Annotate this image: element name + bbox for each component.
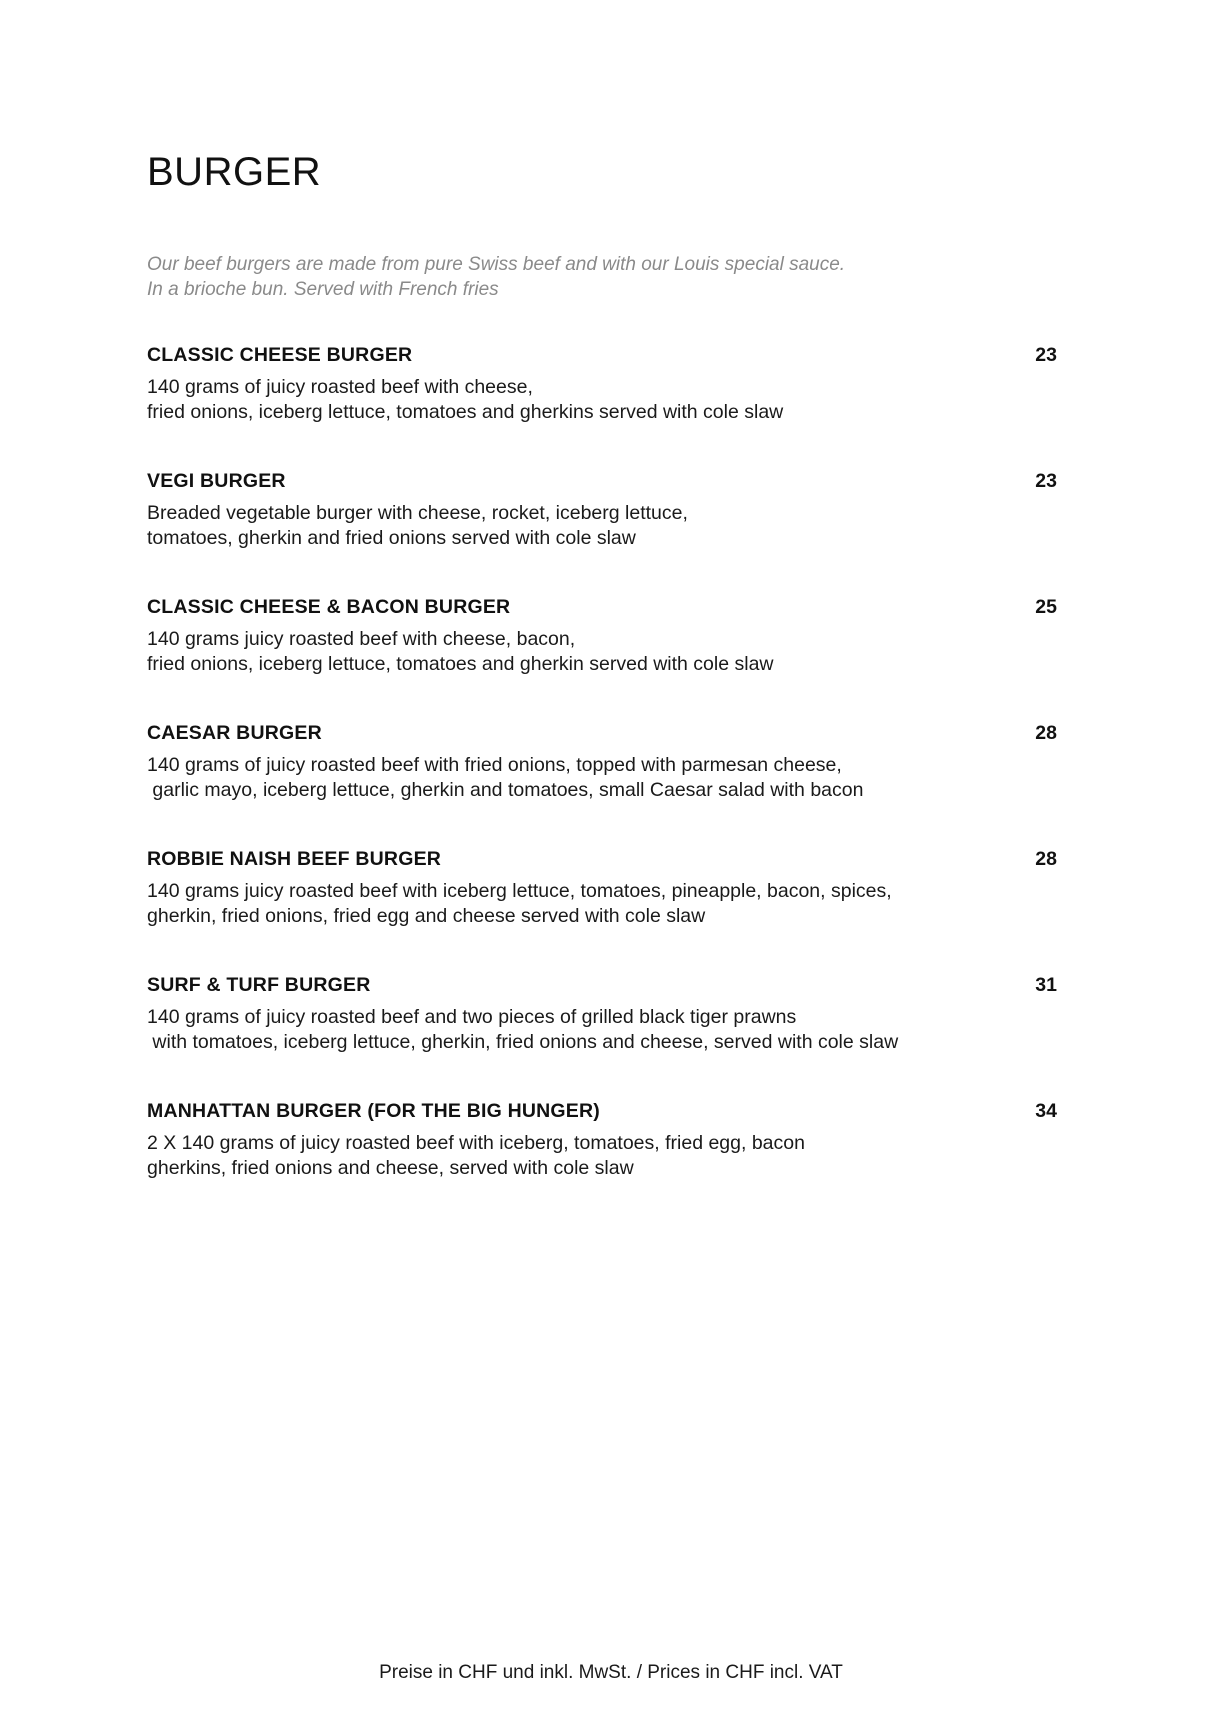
item-description-line: 140 grams juicy roasted beef with iceberg lettuce, tomatoes, pineapple, bacon, spices, (147, 880, 892, 902)
item-description-line: 140 grams of juicy roasted beef with cheese, (147, 376, 533, 398)
item-name: VEGI BURGER (147, 470, 286, 492)
price-footnote: Preise in CHF und inkl. MwSt. / Prices in CHF incl. VAT (379, 1662, 843, 1683)
item-name: CLASSIC CHEESE & BACON BURGER (147, 596, 511, 618)
menu-item (147, 344, 1057, 470)
intro-line: In a brioche bun. Served with French fries (147, 279, 499, 300)
item-description (147, 879, 1057, 929)
menu-list (147, 344, 1057, 1226)
item-description (147, 1005, 1057, 1055)
item-description-line: fried onions, iceberg lettuce, tomatoes and gherkins served with cole slaw (147, 401, 784, 423)
item-description-line: with tomatoes, iceberg lettuce, gherkin, fried onions and cheese, served with cole slaw (147, 1031, 899, 1053)
menu-item (147, 722, 1057, 848)
item-price: 28 (1035, 722, 1057, 744)
item-price: 28 (1035, 848, 1057, 870)
item-description (147, 627, 1057, 677)
intro-line: Our beef burgers are made from pure Swiss beef and with our Louis special sauce. (147, 254, 846, 275)
item-price: 25 (1035, 596, 1057, 618)
item-price: 31 (1035, 974, 1057, 996)
item-description-line: gherkin, fried onions, fried egg and cheese served with cole slaw (147, 905, 706, 927)
menu-item (147, 848, 1057, 974)
item-name: CLASSIC CHEESE BURGER (147, 344, 413, 366)
item-name: SURF & TURF BURGER (147, 974, 371, 996)
item-description (147, 1131, 1057, 1181)
menu-item (147, 470, 1057, 596)
item-name: ROBBIE NAISH BEEF BURGER (147, 848, 442, 870)
item-name: CAESAR BURGER (147, 722, 322, 744)
item-description-line: gherkins, fried onions and cheese, served with cole slaw (147, 1157, 634, 1179)
item-price: 23 (1035, 344, 1057, 366)
item-description-line: 140 grams of juicy roasted beef with fried onions, topped with parmesan cheese, (147, 754, 842, 776)
menu-item (147, 974, 1057, 1100)
item-description-line: Breaded vegetable burger with cheese, rocket, iceberg lettuce, (147, 502, 688, 524)
item-description (147, 375, 1057, 425)
item-description-line: tomatoes, gherkin and fried onions served with cole slaw (147, 527, 636, 549)
item-description (147, 501, 1057, 551)
item-price: 23 (1035, 470, 1057, 492)
item-description-line: fried onions, iceberg lettuce, tomatoes and gherkin served with cole slaw (147, 653, 774, 675)
item-description-line: 140 grams of juicy roasted beef and two pieces of grilled black tiger prawns (147, 1006, 797, 1028)
item-price: 34 (1035, 1100, 1057, 1122)
menu-item (147, 596, 1057, 722)
item-description-line: 140 grams juicy roasted beef with cheese, bacon, (147, 628, 576, 650)
page-title: BURGER (147, 150, 322, 194)
item-description-line: 2 X 140 grams of juicy roasted beef with iceberg, tomatoes, fried egg, bacon (147, 1132, 805, 1154)
item-name: MANHATTAN BURGER (FOR THE BIG HUNGER) (147, 1100, 600, 1122)
menu-item (147, 1100, 1057, 1226)
item-description (147, 753, 1057, 803)
intro-text (147, 252, 907, 302)
item-description-line: garlic mayo, iceberg lettuce, gherkin and tomatoes, small Caesar salad with bacon (147, 779, 864, 801)
